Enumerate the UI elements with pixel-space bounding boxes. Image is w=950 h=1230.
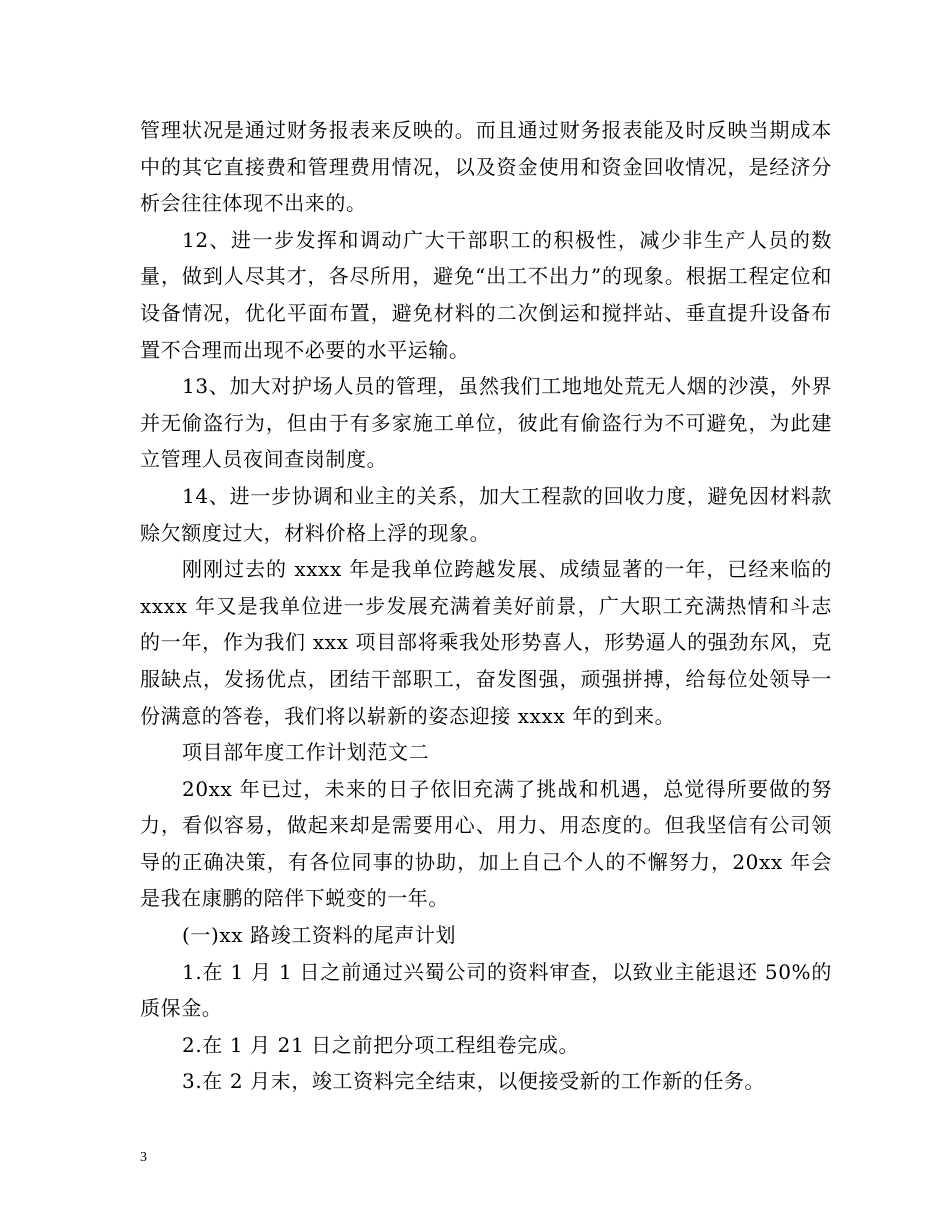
- paragraph-1: 管理状况是通过财务报表来反映的。而且通过财务报表能及时反映当期成本中的其它直接费和管理费用情况，以及资金使用和资金回收情况，是经济分析会往往体现不出来的。: [140, 118, 832, 216]
- paragraph-3: 13、加大对护场人员的管理，虽然我们工地地处荒无人烟的沙漠，外界并无偷盗行为，但由于有多家施工单位，彼此有偷盗行为不可避免，为此建立管理人员夜间查岗制度。: [140, 374, 832, 472]
- document-body: [140, 112, 832, 1100]
- section-heading: 项目部年度工作计划范文二: [182, 740, 430, 765]
- list-item-2: 2.在 1 月 21 日之前把分项工程组卷完成。: [182, 1032, 580, 1057]
- list-item-1: 1.在 1 月 1 日之前通过兴蜀公司的资料审查，以致业主能退还 50%的质保金。: [140, 959, 832, 1021]
- page-number: 3: [140, 1150, 147, 1165]
- paragraph-5: 刚刚过去的 xxxx 年是我单位跨越发展、成绩显著的一年，已经来临的 xxxx 年又是我单位进一步发展充满着美好前景，广大职工充满热情和斗志的一年，作为我们 xxx 项目部将乘我处形势喜人，形势逼人的强劲东风，克服缺点，发扬优点，团结干部职工，奋发图强，顽强拼搏，给每位处领导一份满意的答卷，我们将以崭新的姿态迎接 xxxx 年的到来。: [140, 557, 832, 728]
- list-item-3: 3.在 2 月末，竣工资料完全结束，以便接受新的工作新的任务。: [182, 1069, 766, 1094]
- paragraph-7: 20xx 年已过，未来的日子依旧充满了挑战和机遇，总觉得所要做的努力，看似容易，做起来却是需要用心、用力、用态度的。但我坚信有公司领导的正确决策，有各位同事的协助，加上自己个人的不懈努力，20xx 年会是我在康鹏的陪伴下蜕变的一年。: [140, 776, 832, 911]
- subsection-heading: (一)xx 路竣工资料的尾声计划: [182, 923, 457, 948]
- paragraph-4: 14、进一步协调和业主的关系，加大工程款的回收力度，避免因材料款赊欠额度过大，材料价格上浮的现象。: [140, 483, 832, 545]
- paragraph-2: 12、进一步发挥和调动广大干部职工的积极性，减少非生产人员的数量，做到人尽其才，各尽所用，避免“出工不出力”的现象。根据工程定位和设备情况，优化平面布置，避免材料的二次倒运和搅拌站、垂直提升设备布置不合理而出现不必要的水平运输。: [140, 227, 832, 362]
